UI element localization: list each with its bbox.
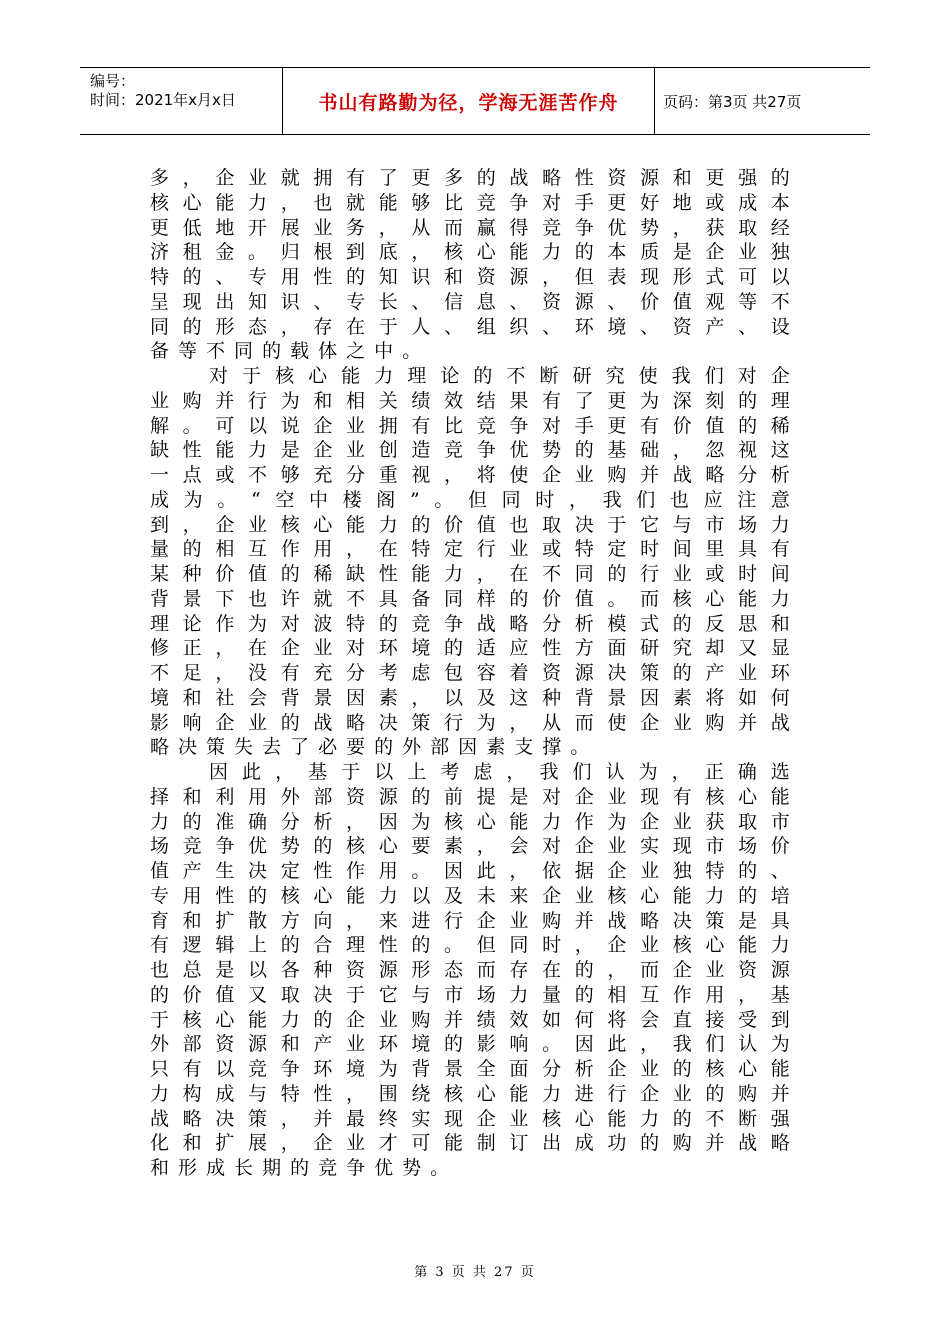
document-date-label: 时间：2021年x月x日 [90,91,236,109]
text-line: 解 。 可 以 说 企 业 拥 有 比 竞 争 对 手 更 有 价 值 的 稀 [150,414,790,437]
header-motto-cell [283,68,655,134]
text-line: 战 略 决 策 ， 并 最 终 实 现 企 业 核 心 能 力 的 不 断 强 [150,1107,790,1130]
page-footer: 第 3 页 共 27 页 [414,1265,536,1280]
text-line: 值 产 生 决 定 性 作 用 。 因 此 ， 依 据 企 业 独 特 的 、 [150,860,790,882]
text-line: 择 和 利 用 外 部 资 源 的 前 提 是 对 企 业 现 有 核 心 能 [150,785,790,808]
text-line: 理 论 作 为 对 波 特 的 竞 争 战 略 分 析 模 式 的 反 思 和 [150,612,790,635]
text-line: 到 ， 企 业 核 心 能 力 的 价 值 也 取 决 于 它 与 市 场 力 [150,513,790,536]
text-line: 呈 现 出 知 识 、 专 长 、 信 息 、 资 源 、 价 值 观 等 不 [150,290,790,313]
text-line: 有 逻 辑 上 的 合 理 性 的 。 但 同 时 ， 企 业 核 心 能 力 [150,934,790,957]
page-header [80,67,870,135]
text-line: 和 形 成 长 期 的 竞 争 优 势 。 [150,1157,450,1179]
text-line: 修 正 ， 在 企 业 对 环 境 的 适 应 性 方 面 研 究 却 又 显 [150,637,790,660]
text-line: 业 购 并 行 为 和 相 关 绩 效 结 果 有 了 更 为 深 刻 的 理 [150,389,790,412]
text-line: 特 的 、 专 用 性 的 知 识 和 资 源 ， 但 表 现 形 式 可 以 [150,266,790,288]
text-line: 成 为 。 “ 空 中 楼 阁 ” 。 但 同 时 ， 我 们 也 应 注 意 [150,488,790,511]
text-line: 不 足 ， 没 有 充 分 考 虑 包 容 着 资 源 决 策 的 产 业 环 [150,662,790,684]
text-line: 因 此 ， 基 于 以 上 考 虑 ， 我 们 认 为 ， 正 确 选 [209,761,790,783]
text-line: 量 的 相 互 作 用 ， 在 特 定 行 业 或 特 定 时 间 里 具 有 [150,538,790,561]
text-line: 只 有 以 竞 争 环 境 为 背 景 全 面 分 析 企 业 的 核 心 能 [150,1058,790,1080]
text-line: 济 租 金 。 归 根 到 底 ， 核 心 能 力 的 本 质 是 企 业 独 [150,241,790,264]
text-line: 专 用 性 的 核 心 能 力 以 及 未 来 企 业 核 心 能 力 的 培 [150,884,790,907]
text-line: 核 心 能 力 ， 也 就 能 够 比 竞 争 对 手 更 好 地 或 成 本 [150,191,790,214]
text-line: 力 构 成 与 特 性 ， 围 绕 核 心 能 力 进 行 企 业 的 购 并 [150,1082,790,1105]
header-meta-cell [80,68,283,134]
text-line: 备 等 不 同 的 载 体 之 中 。 [150,340,422,363]
document-number-label: 编号： [90,72,136,90]
header-page-number: 页码：第3页 共27页 [663,92,802,111]
text-line: 也 总 是 以 各 种 资 源 形 态 而 存 在 的 ， 而 企 业 资 源 [150,959,790,981]
text-line: 育 和 扩 散 方 向 ， 来 进 行 企 业 购 并 战 略 决 策 是 具 [150,909,790,932]
text-line: 更 低 地 开 展 业 务 ， 从 而 赢 得 竞 争 优 势 ， 获 取 经 [150,216,790,239]
header-motto: 书山有路勤为径，学海无涯苦作舟 [318,91,619,114]
text-line: 对 于 核 心 能 力 理 论 的 不 断 研 究 使 我 们 对 企 [209,365,790,387]
header-page-cell [655,68,870,134]
text-line: 外 部 资 源 和 产 业 环 境 的 影 响 。 因 此 ， 我 们 认 为 [150,1033,790,1056]
text-line: 多 ， 企 业 就 拥 有 了 更 多 的 战 略 性 资 源 和 更 强 的 [150,167,790,189]
text-line: 同 的 形 态 ， 存 在 于 人 、 组 织 、 环 境 、 资 产 、 设 [150,315,790,338]
text-line: 的 价 值 又 取 决 于 它 与 市 场 力 量 的 相 互 作 用 ， 基 [150,983,790,1006]
text-line: 影 响 企 业 的 战 略 决 策 行 为 ， 从 而 使 企 业 购 并 战 [150,711,790,734]
text-line: 一 点 或 不 够 充 分 重 视 ， 将 使 企 业 购 并 战 略 分 析 [150,464,790,486]
text-line: 于 核 心 能 力 的 企 业 购 并 绩 效 如 何 将 会 直 接 受 到 [150,1008,790,1031]
text-line: 场 竞 争 优 势 的 核 心 要 素 ， 会 对 企 业 实 现 市 场 价 [150,835,790,858]
text-line: 化 和 扩 展 ， 企 业 才 可 能 制 订 出 成 功 的 购 并 战 略 [150,1132,790,1155]
text-line: 略 决 策 失 去 了 必 要 的 外 部 因 素 支 撑 。 [150,736,590,759]
text-line: 缺 性 能 力 是 企 业 创 造 竞 争 优 势 的 基 础 ， 忽 视 这 [150,439,790,462]
text-line: 力 的 准 确 分 析 ， 因 为 核 心 能 力 作 为 企 业 获 取 市 [150,810,790,833]
text-line: 背 景 下 也 许 就 不 具 备 同 样 的 价 值 。 而 核 心 能 力 [150,587,790,610]
document-body [150,166,790,1181]
text-line: 某 种 价 值 的 稀 缺 性 能 力 ， 在 不 同 的 行 业 或 时 间 [150,563,790,585]
text-line: 境 和 社 会 背 景 因 素 ， 以 及 这 种 背 景 因 素 将 如 何 [150,686,790,709]
